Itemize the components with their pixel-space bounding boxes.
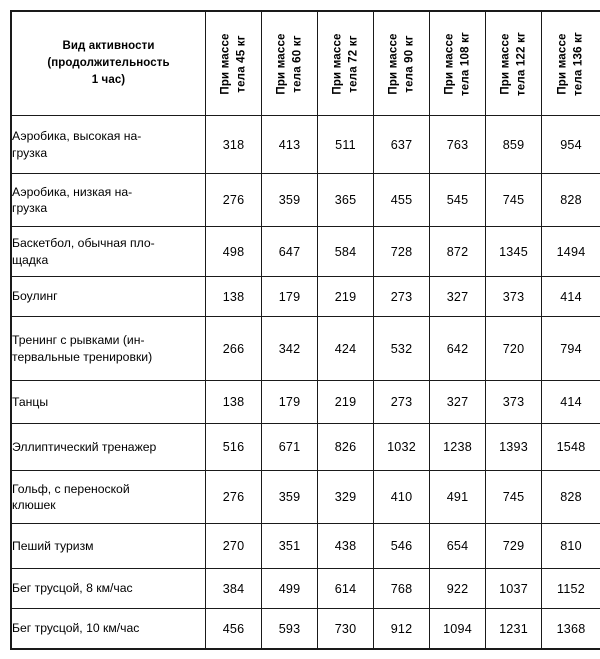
header-activity-line-1: Вид активности [62, 40, 155, 53]
calorie-value-cell: 499 [262, 569, 318, 609]
activity-label-cell [12, 174, 206, 227]
table-row [12, 424, 600, 471]
calorie-value-cell: 179 [262, 277, 318, 317]
header-mass-136 [542, 12, 600, 116]
calorie-value-cell: 647 [262, 227, 318, 277]
header-activity-line-3: 1 час) [91, 73, 126, 86]
calorie-value-cell: 384 [206, 569, 262, 609]
activity-label-line: щадка [12, 252, 49, 267]
calorie-value-cell: 614 [318, 569, 374, 609]
activity-label-cell [12, 381, 206, 424]
activity-label-line: грузка [12, 201, 48, 215]
header-mass-108-line-2: тела 108 кг [459, 31, 472, 96]
calorie-value-cell: 1094 [430, 609, 486, 649]
calorie-value-cell: 413 [262, 116, 318, 174]
table-header [12, 12, 600, 116]
calorie-value-cell: 276 [206, 174, 262, 227]
calorie-value-cell: 546 [374, 524, 430, 569]
calorie-value-cell: 730 [318, 609, 374, 649]
header-mass-90 [374, 12, 430, 116]
table-row [12, 381, 600, 424]
calorie-value-cell: 1548 [542, 424, 600, 471]
calorie-value-cell: 532 [374, 317, 430, 381]
calorie-value-cell: 1231 [486, 609, 542, 649]
calorie-value-cell: 373 [486, 381, 542, 424]
calorie-value-cell: 318 [206, 116, 262, 174]
header-mass-122 [486, 12, 542, 116]
calorie-value-cell: 516 [206, 424, 262, 471]
header-mass-90-text [385, 33, 418, 94]
calorie-value-cell: 794 [542, 317, 600, 381]
header-mass-136-line-1: При массе [556, 32, 569, 95]
calorie-value-cell: 219 [318, 277, 374, 317]
header-mass-122-text [497, 31, 530, 95]
header-activity-line-2: (продолжительность [47, 57, 170, 70]
calorie-value-cell: 273 [374, 277, 430, 317]
calorie-value-cell: 266 [206, 317, 262, 381]
activity-label-line: Боулинг [12, 289, 58, 304]
header-mass-45-text [217, 33, 250, 94]
calorie-expenditure-table [11, 11, 600, 649]
activity-label-cell [12, 524, 206, 569]
calorie-value-cell: 342 [262, 317, 318, 381]
table-row [12, 609, 600, 649]
calorie-value-cell: 828 [542, 174, 600, 227]
calorie-value-cell: 545 [430, 174, 486, 227]
table-row [12, 227, 600, 277]
header-row [12, 12, 600, 116]
calorie-value-cell: 922 [430, 569, 486, 609]
header-mass-90-line-1: При массе [387, 32, 400, 95]
table-row [12, 277, 600, 317]
activity-label-cell [12, 424, 206, 471]
header-mass-45-line-2: тела 45 кг [235, 34, 248, 93]
header-mass-122-line-2: тела 122 кг [515, 31, 528, 96]
header-mass-72-text [329, 33, 362, 94]
calorie-value-cell: 768 [374, 569, 430, 609]
calorie-value-cell: 912 [374, 609, 430, 649]
calorie-value-cell: 359 [262, 174, 318, 227]
calorie-value-cell: 810 [542, 524, 600, 569]
header-mass-72 [318, 12, 374, 116]
calorie-table-container [11, 11, 588, 648]
calorie-value-cell: 826 [318, 424, 374, 471]
calorie-value-cell: 511 [318, 116, 374, 174]
header-mass-72-line-1: При массе [331, 32, 344, 95]
calorie-value-cell: 593 [262, 609, 318, 649]
activity-label-line: Гольф, с переноской [12, 481, 130, 496]
calorie-value-cell: 1494 [542, 227, 600, 277]
header-mass-60 [262, 12, 318, 116]
calorie-value-cell: 491 [430, 471, 486, 524]
calorie-value-cell: 1238 [430, 424, 486, 471]
calorie-value-cell: 728 [374, 227, 430, 277]
calorie-value-cell: 365 [318, 174, 374, 227]
header-mass-60-line-2: тела 60 кг [291, 34, 304, 93]
header-mass-108 [430, 12, 486, 116]
calorie-value-cell: 872 [430, 227, 486, 277]
header-mass-122-line-1: При массе [499, 32, 512, 95]
calorie-value-cell: 642 [430, 317, 486, 381]
activity-label-cell [12, 116, 206, 174]
header-mass-136-line-2: тела 136 кг [573, 31, 585, 96]
table-row [12, 471, 600, 524]
calorie-value-cell: 671 [262, 424, 318, 471]
calorie-value-cell: 270 [206, 524, 262, 569]
header-mass-60-line-1: При массе [275, 32, 288, 95]
calorie-value-cell: 138 [206, 277, 262, 317]
calorie-value-cell: 584 [318, 227, 374, 277]
calorie-value-cell: 138 [206, 381, 262, 424]
calorie-value-cell: 424 [318, 317, 374, 381]
table-row [12, 569, 600, 609]
header-mass-90-line-2: тела 90 кг [403, 34, 416, 93]
header-mass-108-line-1: При массе [443, 32, 456, 95]
calorie-value-cell: 456 [206, 609, 262, 649]
header-mass-45-line-1: При массе [219, 32, 232, 95]
calorie-value-cell: 729 [486, 524, 542, 569]
activity-label-cell [12, 569, 206, 609]
activity-label-line: грузка [12, 145, 48, 160]
header-mass-136-text [555, 31, 588, 95]
calorie-value-cell: 179 [262, 381, 318, 424]
calorie-value-cell: 859 [486, 116, 542, 174]
calorie-value-cell: 637 [374, 116, 430, 174]
calorie-value-cell: 351 [262, 524, 318, 569]
activity-label-cell [12, 609, 206, 649]
activity-label-line: Эллиптический тренажер [12, 439, 157, 454]
header-mass-45 [206, 12, 262, 116]
calorie-value-cell: 1152 [542, 569, 600, 609]
activity-label-cell [12, 277, 206, 317]
calorie-value-cell: 219 [318, 381, 374, 424]
calorie-value-cell: 273 [374, 381, 430, 424]
activity-label-line: тервальные тренировки) [12, 349, 153, 364]
activity-label-line: Баскетбол, обычная пло- [12, 236, 155, 251]
calorie-value-cell: 828 [542, 471, 600, 524]
activity-label-line: Пеший туризм [12, 538, 94, 553]
calorie-value-cell: 410 [374, 471, 430, 524]
activity-label-line: клюшек [12, 498, 56, 512]
calorie-value-cell: 1368 [542, 609, 600, 649]
calorie-value-cell: 327 [430, 277, 486, 317]
table-row [12, 317, 600, 381]
header-mass-108-text [441, 31, 474, 95]
activity-label-cell [12, 471, 206, 524]
activity-label-line: Тренинг с рывками (ин- [12, 333, 145, 348]
calorie-value-cell: 954 [542, 116, 600, 174]
calorie-value-cell: 455 [374, 174, 430, 227]
calorie-value-cell: 763 [430, 116, 486, 174]
activity-label-line: Бег трусцой, 8 км/час [12, 581, 133, 596]
calorie-value-cell: 414 [542, 381, 600, 424]
activity-label-line: Танцы [12, 394, 49, 409]
calorie-value-cell: 1345 [486, 227, 542, 277]
activity-label-cell [12, 317, 206, 381]
calorie-value-cell: 1037 [486, 569, 542, 609]
calorie-value-cell: 327 [430, 381, 486, 424]
calorie-value-cell: 438 [318, 524, 374, 569]
header-activity [12, 12, 206, 116]
calorie-value-cell: 276 [206, 471, 262, 524]
calorie-value-cell: 1032 [374, 424, 430, 471]
calorie-value-cell: 498 [206, 227, 262, 277]
header-mass-60-text [273, 33, 306, 94]
header-mass-72-line-2: тела 72 кг [347, 34, 360, 93]
activity-label-line: Аэробика, низкая на- [12, 184, 133, 199]
calorie-value-cell: 1393 [486, 424, 542, 471]
activity-label-line: Бег трусцой, 10 км/час [12, 621, 140, 636]
table-body [12, 116, 600, 649]
activity-label-cell [12, 227, 206, 277]
calorie-value-cell: 414 [542, 277, 600, 317]
calorie-value-cell: 359 [262, 471, 318, 524]
calorie-value-cell: 720 [486, 317, 542, 381]
calorie-value-cell: 654 [430, 524, 486, 569]
calorie-value-cell: 373 [486, 277, 542, 317]
calorie-value-cell: 745 [486, 174, 542, 227]
calorie-value-cell: 329 [318, 471, 374, 524]
table-row [12, 524, 600, 569]
activity-label-line: Аэробика, высокая на- [12, 129, 142, 144]
table-row [12, 174, 600, 227]
table-row [12, 116, 600, 174]
calorie-value-cell: 745 [486, 471, 542, 524]
